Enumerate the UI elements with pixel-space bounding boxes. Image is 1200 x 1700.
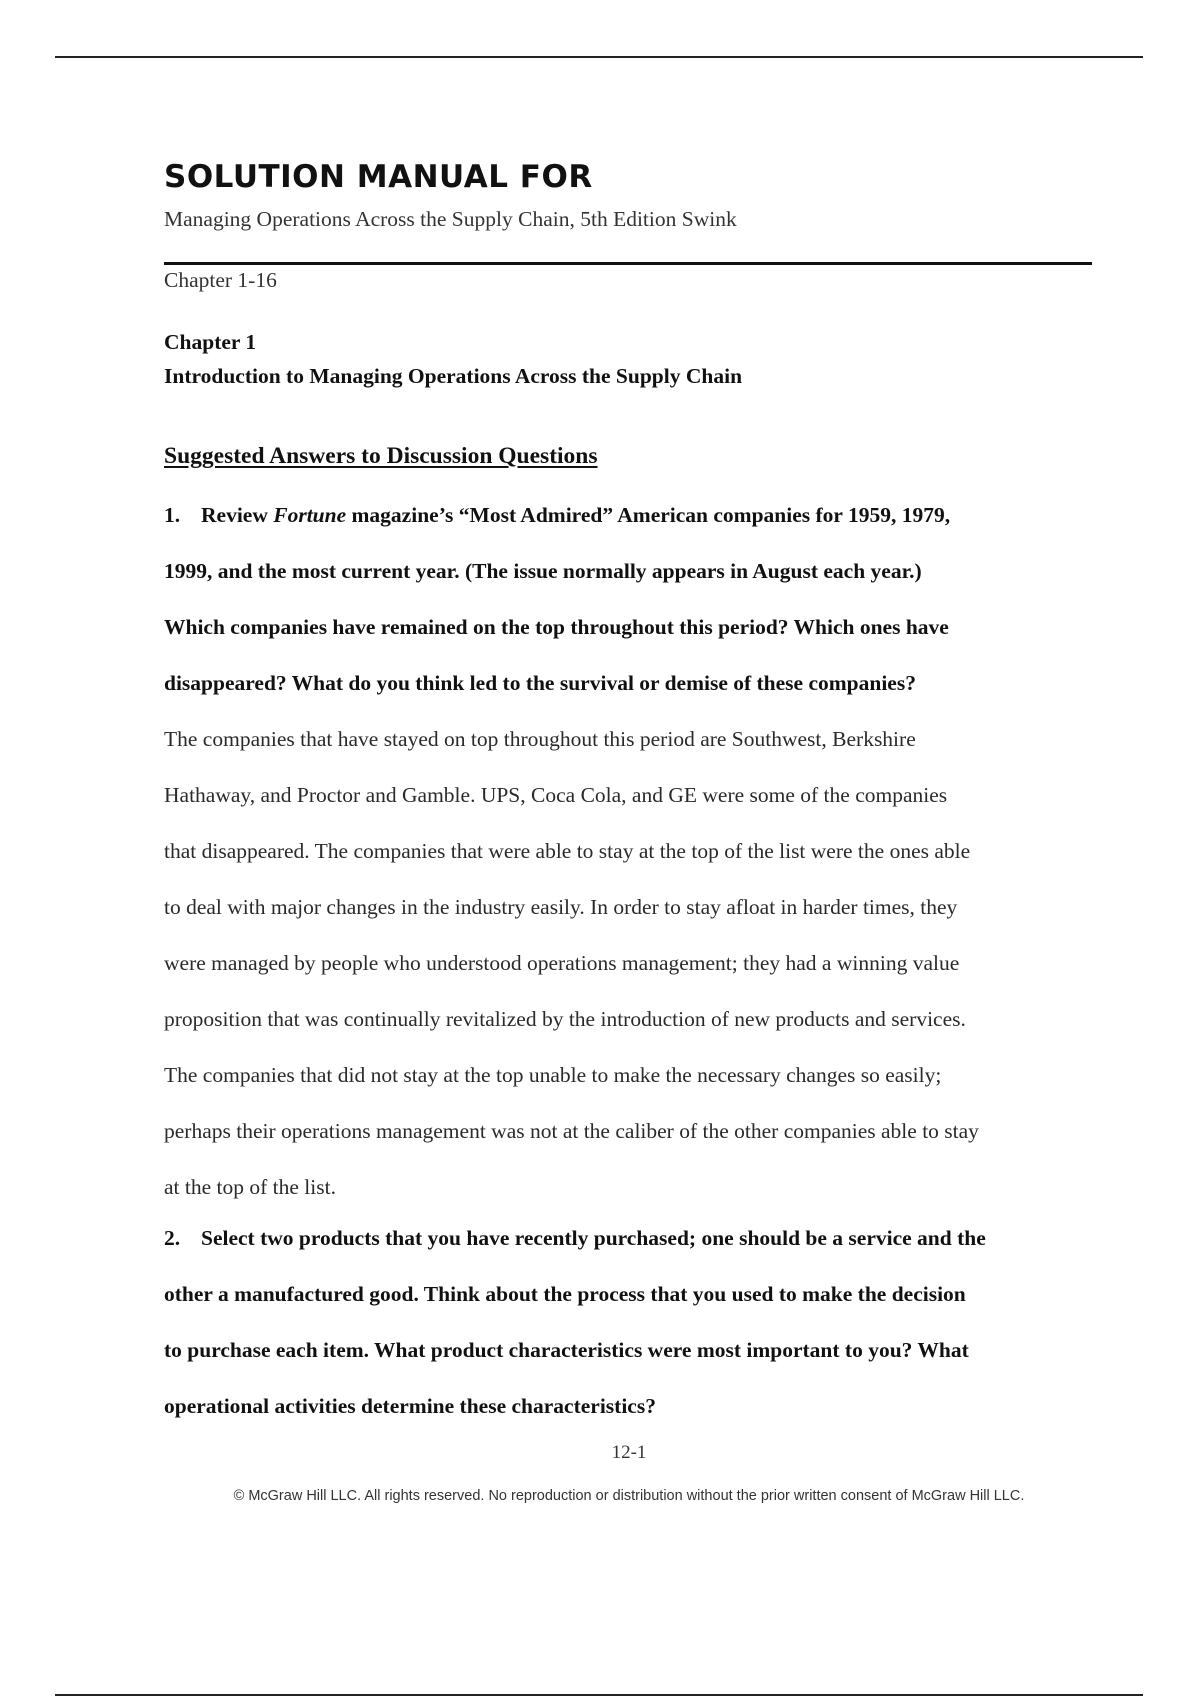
answer-line: Hathaway, and Proctor and Gamble. UPS, Coca Cola, and GE were some of the companies	[164, 783, 948, 807]
chapter-number: Chapter 1	[164, 330, 257, 354]
chapter-divider	[164, 262, 1092, 265]
question-number: 2.	[164, 1226, 181, 1250]
question-1-first-line	[164, 487, 1099, 543]
question-2	[164, 1210, 1099, 1434]
question-text-intro: Review	[201, 503, 274, 527]
document-title: SOLUTION MANUAL FOR	[164, 159, 593, 195]
question-text-rest: magazine’s “Most Admired” American companies for 1959, 1979,	[346, 503, 951, 527]
chapter-range: Chapter 1-16	[164, 268, 277, 292]
document-subtitle: Managing Operations Across the Supply Chain, 5th Edition Swink	[164, 207, 737, 231]
question-line: Which companies have remained on the top throughout this period? Which ones have	[164, 615, 949, 639]
answer-line: The companies that did not stay at the top unable to make the necessary changes so easily;	[164, 1063, 942, 1087]
question-line: disappeared? What do you think led to the survival or demise of these companies?	[164, 671, 916, 695]
chapter-title: Introduction to Managing Operations Across the Supply Chain	[164, 364, 743, 388]
question-line: other a manufactured good. Think about the process that you used to make the decision	[164, 1282, 966, 1306]
answer-line: that disappeared. The companies that were able to stay at the top of the list were the ones able	[164, 839, 971, 863]
copyright-notice: © McGraw Hill LLC. All rights reserved. No reproduction or distribution without the prior written consent of McGraw Hill LLC.	[233, 1488, 1025, 1504]
question-text: Select two products that you have recently purchased; one should be a service and the	[201, 1226, 986, 1250]
answer-line: to deal with major changes in the industry easily. In order to stay afloat in harder times, they	[164, 895, 958, 919]
question-1	[164, 487, 1099, 1215]
question-line: 1999, and the most current year. (The issue normally appears in August each year.)	[164, 559, 922, 583]
top-page-rule	[55, 56, 1143, 58]
question-2-first-line	[164, 1210, 1099, 1266]
question-number: 1.	[164, 503, 181, 527]
answer-line: proposition that was continually revitalized by the introduction of new products and services.	[164, 1007, 966, 1031]
question-line: to purchase each item. What product characteristics were most important to you? What	[164, 1338, 969, 1362]
answer-line: perhaps their operations management was not at the caliber of the other companies able to stay	[164, 1119, 979, 1143]
bottom-page-rule	[55, 1694, 1143, 1696]
magazine-name: Fortune	[273, 503, 347, 527]
answer-line: at the top of the list.	[164, 1175, 336, 1199]
page-number: 12-1	[611, 1442, 647, 1463]
question-line: operational activities determine these characteristics?	[164, 1394, 656, 1418]
answer-line: were managed by people who understood operations management; they had a winning value	[164, 951, 960, 975]
section-heading: Suggested Answers to Discussion Questions	[164, 443, 598, 469]
answer-line: The companies that have stayed on top throughout this period are Southwest, Berkshire	[164, 727, 916, 751]
